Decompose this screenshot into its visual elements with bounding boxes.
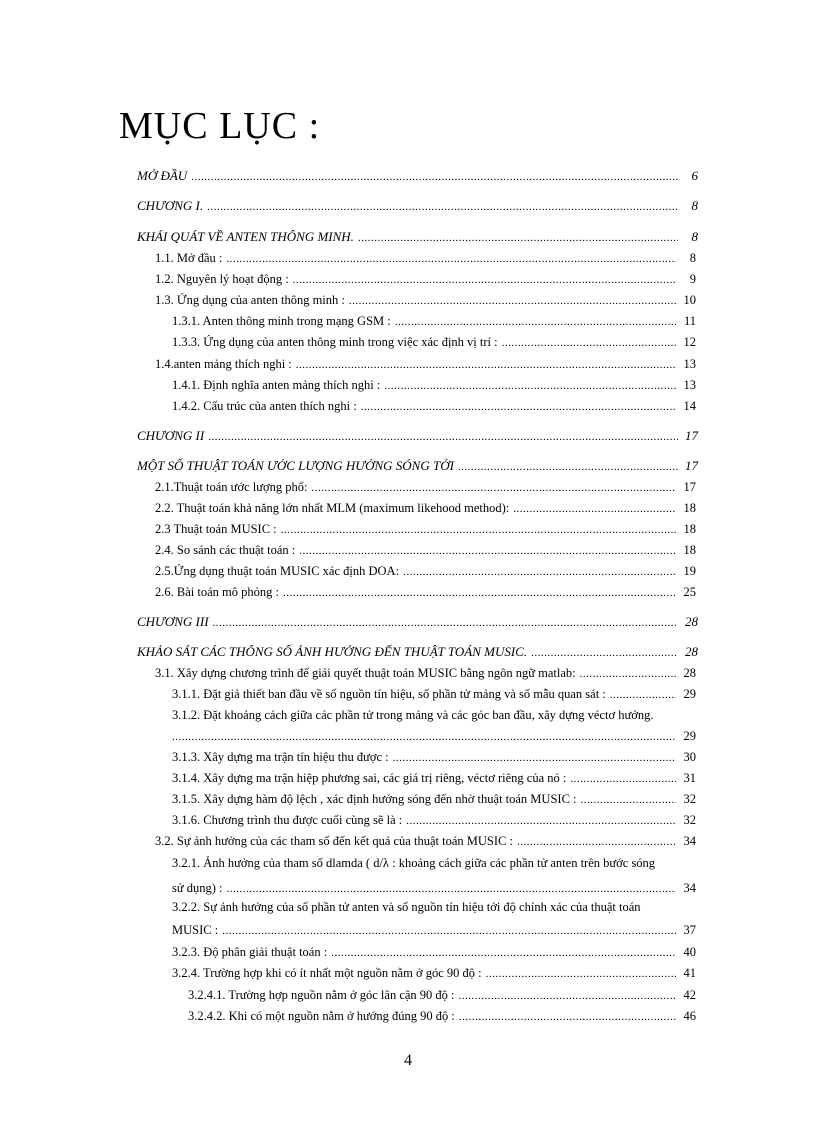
leader-dots: [208, 428, 678, 444]
toc-entry-page: 8: [691, 198, 698, 213]
toc-entry-page: 31: [683, 771, 696, 785]
leader-dots: [226, 250, 676, 266]
leader-dots: [191, 168, 678, 184]
toc-entry-page: 14: [683, 399, 696, 413]
toc-entry-text: 3.2.2. Sự ảnh hưởng của số phần tử anten và số nguồn tín hiệu tới độ chính xác của thuật toán: [172, 900, 641, 914]
toc-entry[interactable]: [155, 475, 696, 495]
toc-entry-text: 1.4.anten mảng thích nghi :: [155, 357, 292, 371]
toc-entry[interactable]: [155, 246, 696, 266]
toc-entry-page: 29: [683, 729, 696, 743]
toc-entry[interactable]: [172, 961, 696, 981]
toc-entry-text: 1.3.1. Anten thông minh trong mạng GSM :: [172, 314, 391, 328]
toc-entry[interactable]: [155, 288, 696, 308]
page-title: MỤC LỤC :: [119, 105, 321, 147]
toc-entry-page: 25: [683, 585, 696, 599]
toc-entry-page: 41: [683, 966, 696, 980]
toc-entry[interactable]: [172, 330, 696, 350]
toc-entry-page: 17: [685, 428, 698, 443]
leader-dots: [283, 584, 676, 600]
page-number: 4: [404, 1052, 412, 1069]
leader-dots: [486, 965, 676, 981]
toc-entry-page: 13: [683, 378, 696, 392]
toc-entry-text: 3.2.4. Trường hợp khi có ít nhất một nguồn nằm ở góc 90 độ :: [172, 966, 482, 980]
toc-entry[interactable]: [172, 766, 696, 786]
leader-dots: [581, 791, 677, 807]
toc-entry-page: 17: [685, 458, 698, 473]
toc-entry[interactable]: [137, 640, 698, 660]
toc-entry-text: 3.1.5. Xây dựng hàm độ lệch , xác định hướng sóng đến nhờ thuật toán MUSIC :: [172, 792, 577, 806]
toc-entry[interactable]: [188, 1004, 696, 1024]
toc-entry-page: 32: [683, 813, 696, 827]
toc-entry-text: 1.2. Nguyên lý hoạt động :: [155, 272, 289, 286]
leader-dots: [458, 458, 678, 474]
toc-entry-page: 18: [683, 522, 696, 536]
toc-entry[interactable]: [137, 454, 698, 474]
leader-dots: [395, 313, 676, 329]
toc-entry-text: 3.1.1. Đặt giả thiết ban đầu về số nguồn tín hiệu, số phần tử mảng và số mẫu quan sát :: [172, 687, 606, 701]
toc-entry-text: 2.5.Ứng dụng thuật toán MUSIC xác định DOA:: [155, 564, 400, 578]
toc-entry-page: 18: [683, 501, 696, 515]
toc-entry[interactable]: [172, 373, 696, 393]
toc-entry-text: 3.2.3. Độ phân giải thuật toán :: [172, 945, 328, 959]
leader-dots: [331, 944, 676, 960]
toc-entry-text: 2.2. Thuật toán khả năng lớn nhất MLM (maximum likehood method):: [155, 501, 510, 515]
toc-entry-text: 3.2. Sự ảnh hưởng của các tham số đến kết quả của thuật toán MUSIC :: [155, 834, 513, 848]
toc-entry-page: 28: [685, 614, 698, 629]
toc-entry[interactable]: [172, 876, 696, 896]
toc-entry-text: 3.1. Xây dựng chương trình để giải quyết thuật toán MUSIC bằng ngôn ngữ matlab:: [155, 666, 576, 680]
toc-entry-text: 2.6. Bài toán mô phỏng :: [155, 585, 279, 599]
toc-entry-page: 34: [683, 881, 696, 895]
leader-dots: [403, 563, 676, 579]
toc-entry-text: 3.1.4. Xây dựng ma trận hiệp phương sai, các giá trị riêng, véctơ riêng của nó :: [172, 771, 567, 785]
toc-entry-page: 32: [683, 792, 696, 806]
leader-dots: [459, 1008, 676, 1024]
toc-entry-text: 2.1.Thuật toán ước lượng phổ:: [155, 480, 308, 494]
toc-entry[interactable]: [155, 352, 696, 372]
toc-entry-page: 8: [691, 229, 698, 244]
leader-dots: [207, 198, 678, 214]
leader-dots: [502, 334, 676, 350]
toc-entry-page: 13: [683, 357, 696, 371]
toc-entry[interactable]: [155, 661, 696, 681]
leader-dots: [222, 922, 676, 938]
leader-dots: [570, 770, 676, 786]
toc-entry[interactable]: [188, 983, 696, 1003]
toc-entry-text: 1.4.2. Cấu trúc của anten thích nghi :: [172, 399, 357, 413]
leader-dots: [296, 356, 676, 372]
toc-entry[interactable]: [172, 394, 696, 414]
leader-dots: [281, 521, 676, 537]
toc-entry[interactable]: [172, 309, 696, 329]
toc-entry-text: 1.1. Mở đầu :: [155, 251, 223, 265]
toc-entry-text: KHẢO SÁT CÁC THÔNG SỐ ẢNH HƯỞNG ĐẾN THUẬT TOÁN MUSIC.: [137, 644, 528, 659]
leader-dots: [311, 479, 676, 495]
toc-entry-text: 3.1.6. Chương trình thu được cuối cùng sẽ là :: [172, 813, 403, 827]
leader-dots: [513, 500, 676, 516]
toc-entry-text-cont: sử dụng) :: [172, 881, 223, 895]
toc-entry-text: MỞ ĐẦU: [137, 168, 188, 183]
toc-entry-text: CHƯƠNG II: [137, 428, 205, 443]
toc-entry-text: CHƯƠNG I.: [137, 198, 204, 213]
leader-dots: [358, 229, 678, 245]
toc-entry[interactable]: [137, 164, 698, 184]
toc-entry[interactable]: [172, 940, 696, 960]
leader-dots: [349, 292, 676, 308]
toc-entry-text: 3.2.1. Ảnh hưởng của tham số dlamda ( d/λ : khoảng cách giữa các phần tử anten trên bước sóng: [172, 856, 656, 870]
toc-entry[interactable]: [155, 538, 696, 558]
toc-entry-page: 28: [683, 666, 696, 680]
toc-entry-page: 17: [683, 480, 696, 494]
leader-dots: [580, 665, 676, 681]
leader-dots: [299, 542, 676, 558]
toc-entry[interactable]: [137, 225, 698, 245]
toc-entry-text: 2.4. So sánh các thuật toán :: [155, 543, 296, 557]
toc-entry-page: 11: [683, 314, 696, 328]
toc-entry-page: 28: [685, 644, 698, 659]
toc-entry[interactable]: [172, 787, 696, 807]
toc-entry[interactable]: [155, 559, 696, 579]
toc-entry[interactable]: [137, 610, 698, 630]
toc-entry-page: 37: [683, 923, 696, 937]
toc-entry-text: 3.2.4.2. Khi có một nguồn nằm ở hướng đúng 90 độ :: [188, 1009, 455, 1023]
leader-dots: [517, 833, 676, 849]
toc-entry[interactable]: [137, 194, 698, 214]
toc-entry[interactable]: [155, 267, 696, 287]
toc-entry-page: 9: [689, 272, 696, 286]
leader-dots: [227, 880, 676, 896]
toc-entry-text: 2.3 Thuật toán MUSIC :: [155, 522, 277, 536]
toc-entry-page: 18: [683, 543, 696, 557]
toc-entry-text: 3.1.3. Xây dựng ma trận tín hiệu thu được :: [172, 750, 389, 764]
leader-dots: [610, 686, 676, 702]
leader-dots: [459, 987, 676, 1003]
leader-dots: [293, 271, 676, 287]
toc-entry-text-cont: MUSIC :: [172, 923, 219, 937]
toc-entry[interactable]: [172, 724, 696, 744]
toc-entry-page: 19: [683, 564, 696, 578]
toc-entry-text: 1.3. Ứng dụng của anten thông minh :: [155, 293, 345, 307]
toc-entry[interactable]: [155, 517, 696, 537]
toc-entry[interactable]: [172, 918, 696, 938]
toc-entry-page: 12: [683, 335, 696, 349]
leader-dots: [172, 728, 676, 744]
toc-entry-page: 30: [683, 750, 696, 764]
toc-entry-page: 40: [683, 945, 696, 959]
leader-dots: [531, 644, 678, 660]
toc-entry-page: 42: [683, 988, 696, 1002]
toc-entry-text: KHÁI QUÁT VỀ ANTEN THÔNG MINH.: [137, 229, 354, 244]
toc-entry[interactable]: [155, 829, 696, 849]
leader-dots: [213, 614, 678, 630]
toc-entry[interactable]: [155, 580, 696, 600]
toc-entry[interactable]: [137, 424, 698, 444]
toc-entry-page: 34: [683, 834, 696, 848]
toc-entry-text: MỘT SỐ THUẬT TOÁN ƯỚC LƯỢNG HƯỚNG SÓNG TỚI: [137, 458, 454, 473]
toc-entry-page: 46: [683, 1009, 696, 1023]
leader-dots: [406, 812, 676, 828]
leader-dots: [384, 377, 676, 393]
toc-entry[interactable]: [172, 808, 696, 828]
toc-entry-text: 3.2.4.1. Trường hợp nguồn nằm ở góc lân cận 90 độ :: [188, 988, 455, 1002]
toc-entry-text: CHƯƠNG III: [137, 614, 209, 629]
toc-entry-page: 8: [689, 251, 696, 265]
toc-entry-page: 10: [683, 293, 696, 307]
toc-entry-page: 29: [683, 687, 696, 701]
toc-entry-text: 1.4.1. Định nghĩa anten mảng thích nghi :: [172, 378, 381, 392]
toc-entry-text: 3.1.2. Đặt khoảng cách giữa các phần tử trong mảng và các góc ban đầu, xây dựng véctơ hướng.: [172, 708, 654, 722]
toc-entry-page: 6: [691, 168, 698, 183]
leader-dots: [393, 749, 676, 765]
leader-dots: [361, 398, 676, 414]
toc-entry[interactable]: [172, 745, 696, 765]
toc-entry[interactable]: [155, 496, 696, 516]
toc-entry[interactable]: [172, 682, 696, 702]
toc-entry-text: 1.3.3. Ứng dụng của anten thông minh trong việc xác định vị trí :: [172, 335, 498, 349]
